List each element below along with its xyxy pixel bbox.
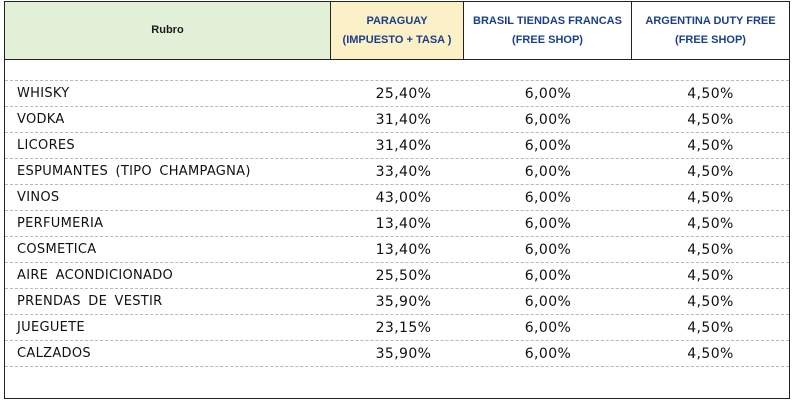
header-rubro — [5, 2, 331, 59]
brasil-cell: 6,00% — [524, 137, 572, 154]
rubro-cell: LICORES — [17, 138, 75, 153]
rubro-cell: PRENDAS DE VESTIR — [17, 294, 163, 309]
brasil-cell: 6,00% — [524, 319, 572, 336]
header-argentina-line1: ARGENTINA DUTY FREE — [645, 14, 776, 27]
brasil-cell: 6,00% — [524, 215, 572, 232]
paraguay-cell: 35,90% — [375, 345, 432, 362]
header-paraguay — [331, 2, 464, 59]
paraguay-cell: 23,15% — [375, 319, 432, 336]
brasil-cell: 6,00% — [524, 293, 572, 310]
table-row — [5, 133, 789, 159]
paraguay-cell: 35,90% — [375, 293, 432, 310]
table-row — [5, 289, 789, 315]
argentina-cell: 4,50% — [687, 345, 734, 362]
header-argentina-line2: (FREE SHOP) — [675, 33, 746, 46]
table-row — [5, 315, 789, 341]
brasil-cell: 6,00% — [524, 241, 572, 258]
header-rubro-label: Rubro — [151, 24, 184, 36]
argentina-cell: 4,50% — [687, 293, 734, 310]
table-row — [5, 341, 789, 367]
rubro-cell: VODKA — [17, 112, 65, 127]
brasil-cell: 6,00% — [524, 189, 572, 206]
paraguay-cell: 13,40% — [375, 215, 432, 232]
brasil-cell: 6,00% — [524, 345, 572, 362]
argentina-cell: 4,50% — [687, 215, 734, 232]
argentina-cell: 4,50% — [687, 85, 734, 102]
table-row — [5, 185, 789, 211]
paraguay-cell: 33,40% — [375, 163, 432, 180]
header-brasil — [464, 2, 632, 59]
brasil-cell: 6,00% — [524, 111, 572, 128]
rubro-cell: ESPUMANTES (TIPO CHAMPAGNA) — [17, 164, 251, 179]
header-brasil-line2: (FREE SHOP) — [512, 33, 583, 46]
argentina-cell: 4,50% — [687, 241, 734, 258]
table-row — [5, 107, 789, 133]
rubro-cell: CALZADOS — [17, 346, 91, 361]
table-row — [5, 211, 789, 237]
table-body — [5, 80, 789, 367]
argentina-cell: 4,50% — [687, 137, 734, 154]
argentina-cell: 4,50% — [687, 163, 734, 180]
paraguay-cell: 25,40% — [375, 85, 432, 102]
table-row — [5, 159, 789, 185]
brasil-cell: 6,00% — [524, 85, 572, 102]
paraguay-cell: 43,00% — [375, 189, 432, 206]
paraguay-cell: 13,40% — [375, 241, 432, 258]
table-row — [5, 263, 789, 289]
header-brasil-line1: BRASIL TIENDAS FRANCAS — [473, 14, 622, 27]
paraguay-cell: 25,50% — [375, 267, 432, 284]
rubro-cell: VINOS — [17, 190, 60, 205]
brasil-cell: 6,00% — [524, 163, 572, 180]
rubro-cell: JUEGUETE — [17, 320, 85, 335]
tax-comparison-table — [4, 1, 790, 399]
argentina-cell: 4,50% — [687, 189, 734, 206]
table-row — [5, 237, 789, 263]
table-row — [5, 81, 789, 107]
header-paraguay-line1: PARAGUAY — [366, 14, 428, 27]
brasil-cell: 6,00% — [524, 267, 572, 284]
rubro-cell: PERFUMERIA — [17, 216, 104, 231]
argentina-cell: 4,50% — [687, 267, 734, 284]
paraguay-cell: 31,40% — [375, 137, 432, 154]
argentina-cell: 4,50% — [687, 111, 734, 128]
paraguay-cell: 31,40% — [375, 111, 432, 128]
table-header — [5, 2, 789, 60]
header-argentina — [632, 2, 789, 59]
rubro-cell: WHISKY — [17, 86, 70, 101]
rubro-cell: COSMETICA — [17, 242, 97, 257]
header-paraguay-line2: (IMPUESTO + TASA ) — [342, 33, 452, 46]
rubro-cell: AIRE ACONDICIONADO — [17, 268, 174, 283]
argentina-cell: 4,50% — [687, 319, 734, 336]
